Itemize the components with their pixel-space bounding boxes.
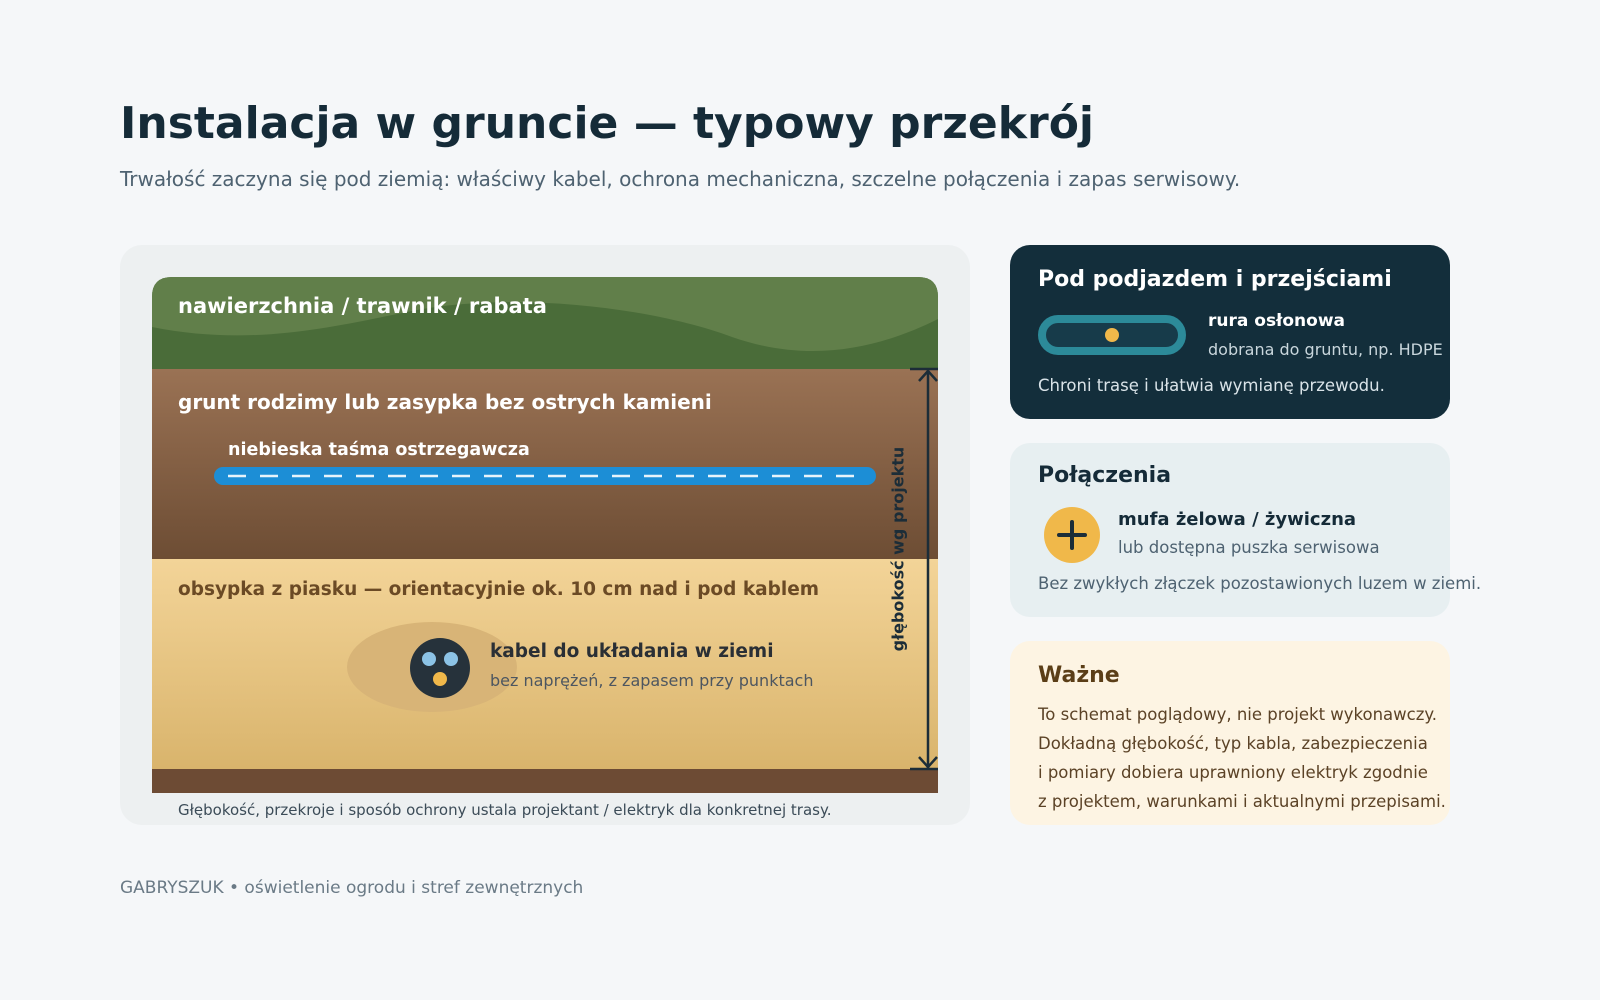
important-line-2: Dokładną głębokość, typ kabla, zabezpieczenia [1038, 734, 1428, 753]
cable-label: kabel do układania w ziemi [490, 641, 774, 662]
important-line-4: z projektem, warunkami i aktualnymi przepisami. [1038, 792, 1446, 811]
card-important-title: Ważne [1038, 663, 1120, 688]
card-driveway [1010, 245, 1450, 419]
conduit-subtitle: dobrana do gruntu, np. HDPE [1208, 340, 1443, 359]
cross-section-graphic [152, 277, 938, 793]
layer-bottom-soil [152, 769, 938, 793]
warning-tape-label: niebieska taśma ostrzegawcza [228, 440, 530, 460]
card-connections [1010, 443, 1482, 617]
card-driveway-note: Chroni trasę i ułatwia wymianę przewodu. [1038, 376, 1385, 395]
layer-soil-label: grunt rodzimy lub zasypka bez ostrych kamieni [178, 390, 712, 414]
card-driveway-title: Pod podjazdem i przejściami [1038, 267, 1392, 292]
card-connections-title: Połączenia [1038, 463, 1172, 488]
card-important [1010, 641, 1450, 825]
layer-top-label: nawierzchnia / trawnik / rabata [178, 294, 547, 318]
footer-brand: GABRYSZUK • oświetlenie ogrodu i stref zewnętrznych [120, 878, 584, 898]
cable-cross-section-icon [410, 638, 470, 698]
page-title: Instalacja w gruncie — typowy przekrój [120, 98, 1095, 149]
conduit-pipe-icon [1038, 315, 1186, 355]
soil-cross-section [152, 277, 938, 793]
layer-sand-label: obsypka z piasku — orientacyjnie ok. 10 cm nad i pod kablem [178, 579, 820, 600]
joint-title: mufa żelowa / żywiczna [1118, 509, 1357, 530]
depth-label: głębokość wg projektu [888, 446, 908, 652]
page-subtitle: Trwałość zaczyna się pod ziemią: właściwy kabel, ochrona mechaniczna, szczelne połączenia i zapas serwisowy. [120, 167, 1241, 191]
joint-subtitle: lub dostępna puszka serwisowa [1118, 538, 1380, 557]
important-line-1: To schemat poglądowy, nie projekt wykonawczy. [1038, 705, 1438, 724]
cross-section-footnote: Głębokość, przekroje i sposób ochrony ustala projektant / elektryk dla konkretnej trasy. [178, 801, 832, 819]
plus-icon [1044, 507, 1100, 563]
conduit-title: rura osłonowa [1208, 311, 1346, 331]
important-line-3: i pomiary dobiera uprawniony elektryk zgodnie [1038, 763, 1428, 782]
card-connections-note: Bez zwykłych złączek pozostawionych luzem w ziemi. [1038, 574, 1482, 593]
cable-sublabel: bez naprężeń, z zapasem przy punktach [490, 671, 814, 690]
